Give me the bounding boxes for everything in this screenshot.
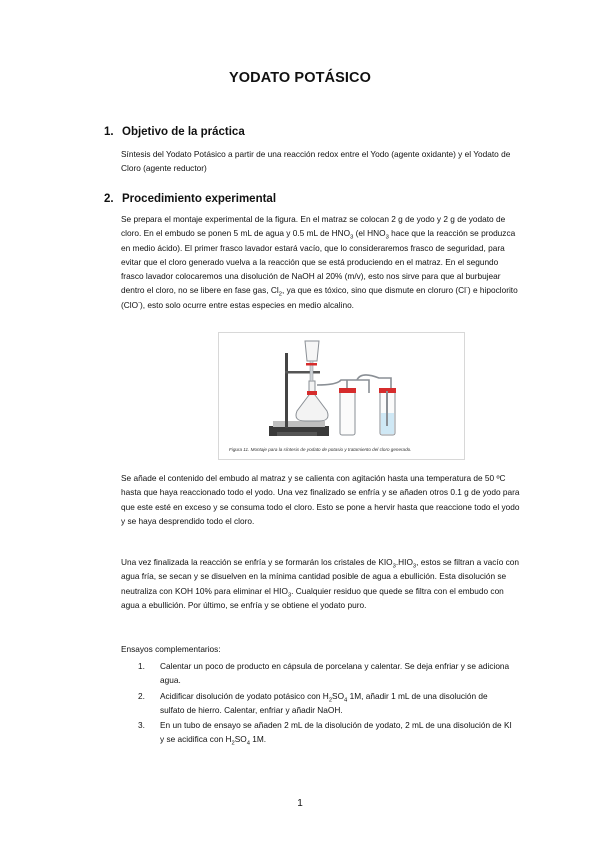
section-2-heading (104, 193, 276, 205)
tests-label: Ensayos complementarios: (121, 644, 221, 654)
section-1-number: 1. (104, 126, 114, 138)
list-item: 3. En un tubo de ensayo se añaden 2 mL de la disolución de yodato, 2 mL de una disolución de KI y se acidifica con $H_2SO_4$ 1M. (138, 720, 512, 748)
section-1-heading (104, 126, 245, 138)
procedure-paragraph: Se prepara el montaje experimental de la figura. En el matraz se colocan 2 g de yodo y 2 g de yodato de cloro. En el embudo se ponen 5 mL de agua y 0.5 mL de $HNO_3$ (el $HNO_3$ hace que la reacción se produzca en medio ácido). El primer frasco lavador estará vacío, que lo consideraremos frasco de seguridad, para evitar que el cloro generado vuelva a la reacción que se está produciendo en el matraz. En el segundo frasco lavador colocaremos una disolución de NaOH al 20% (m/v), esto nos sirve para que al burbujear dentro el cloro, no se libere en fase gas, $Cl_2$, ya que es tóxico, sino que dismute en cloruro (Cl-) e hipoclorito (ClO-), esto solo ocurre entre estas especies en medio alcalino. (121, 214, 518, 310)
dropping-funnel (305, 341, 319, 361)
page-title: YODATO POTÁSICO (229, 70, 371, 86)
list-item: 1. Calentar un poco de producto en cápsula de porcelana y calentar. Se deja enfriar y se adiciona agua. (138, 661, 510, 686)
section-2-number: 2. (104, 193, 114, 205)
apparatus-illustration (219, 333, 464, 459)
apparatus-figure (218, 332, 465, 460)
section-1-title: Objetivo de la práctica (122, 126, 245, 138)
objective-paragraph: Síntesis del Yodato Potásico a partir de una reacción redox entre el Yodo (agente oxidante) y el Yodato de Cloro (agente reductor) (121, 149, 511, 174)
list-item: 2. Acidificar disolución de yodato potásico con $H_2SO_4$ 1M, añadir 1 mL de una disolución de sulfato de hierro. Calentar, enfriar y añadir NaOH. (138, 690, 488, 715)
funnel-stopcock (306, 363, 317, 366)
clamp-arm (285, 371, 320, 374)
figure-caption: Figura 11. Montaje para la síntesis de yodato de potasio y tratamiento del cloro generado. (229, 447, 412, 452)
tests-list (138, 659, 513, 748)
safety-wash-bottle (340, 391, 355, 435)
round-flask (296, 381, 328, 421)
heating-paragraph: Se añade el contenido del embudo al matraz y se calienta con agitación hasta una temperatura de 50 ºC hasta que haya reaccionado todo el yodo. Una vez finalizado se enfría y se añaden otros 0.1 g de yodo para que este esté en exceso y se consuma todo el cloro. Esto se pone a hervir hasta que reaccione todo el yodo y se haya desprendido todo el cloro. (121, 473, 520, 526)
hotplate-top (273, 421, 325, 427)
section-2-title: Procedimiento experimental (122, 193, 277, 205)
flask-stopper (307, 391, 317, 395)
crystallization-paragraph: Una vez finalizada la reacción se enfría y se formarán los cristales de $KIO_3.HIO_3$, estos se filtran a vacío con agua fría, se secan y se disuelven en la mínima cantidad posible de agua a ebullición. Esta disolución se neutraliza con KOH 10% para eliminar el $HIO_3$. Cualquier residuo que quede se filtra con el embudo con agua a ebullición. Por último, se enfría y se obtiene el yodato puro. (121, 557, 519, 610)
stand-rod (285, 353, 288, 428)
page-number: 1 (297, 798, 303, 809)
